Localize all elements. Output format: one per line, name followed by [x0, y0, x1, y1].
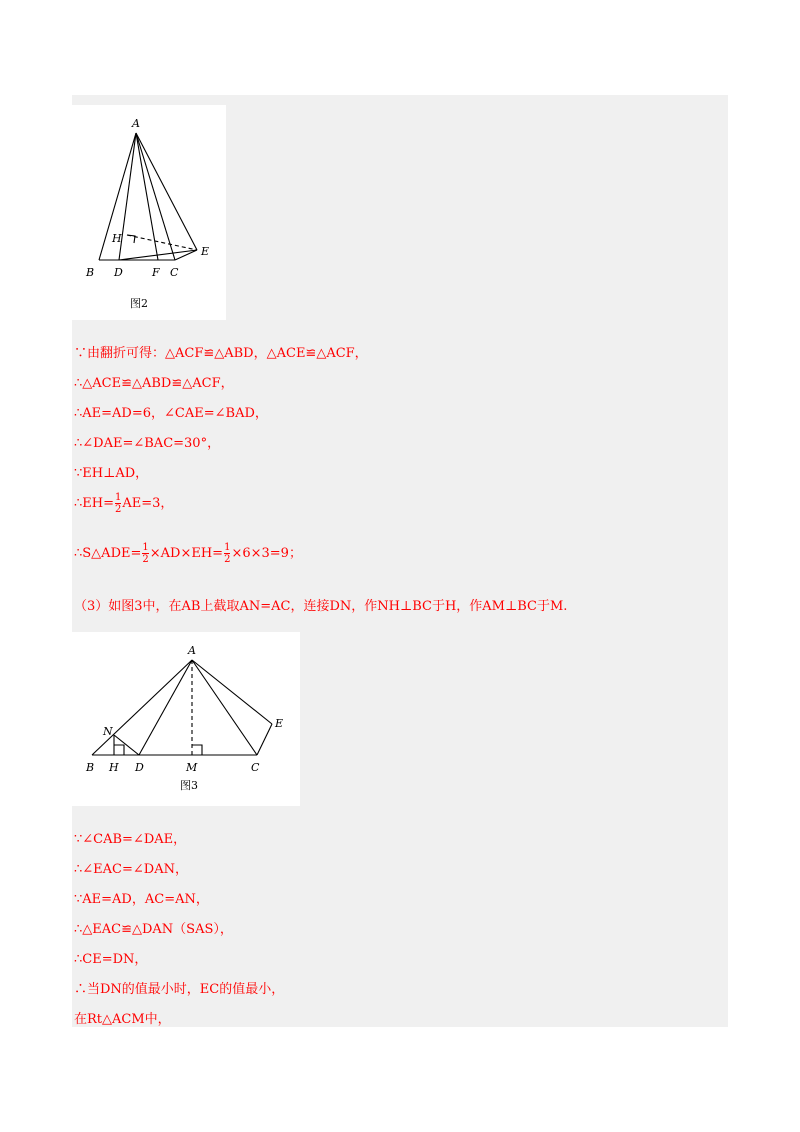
solution-line: 在Rt△ACM中，: [74, 1012, 171, 1027]
label-c: C: [251, 761, 260, 774]
label-d: D: [114, 266, 123, 279]
figure-2-diagram: [72, 105, 226, 320]
solution-line: ∵AE=AD，AC=AN，: [74, 892, 209, 907]
solution-line: ∴△ACE≌△ABD≌△ACF，: [74, 376, 234, 391]
eh-equation: [74, 492, 173, 515]
solution-line: ∴CE=DN，: [74, 952, 148, 967]
area-suffix: ×6×3=9；: [231, 546, 302, 561]
solution-line: ∴∠DAE=∠BAC=30°，: [74, 436, 221, 451]
label-h: H: [109, 761, 119, 774]
figure-2: [72, 105, 226, 320]
label-e: E: [201, 245, 210, 258]
label-f: F: [152, 266, 160, 279]
part3-intro: （3）如图3中，在AB上截取AN=AC，连接DN，作NH⊥BC于H，作AM⊥BC于M.: [74, 599, 568, 614]
figure-2-caption: 图2: [130, 297, 148, 310]
eh-prefix: ∴EH=: [74, 496, 114, 511]
solution-line: ∴∠EAC=∠DAN，: [74, 862, 188, 877]
area-prefix: ∴S△ADE=: [74, 546, 142, 561]
solution-line: ∴△EAC≌△DAN（SAS），: [74, 922, 233, 937]
area-mid: ×AD×EH=: [149, 546, 224, 561]
label-d: D: [135, 761, 144, 774]
figure-3-diagram: [72, 632, 300, 806]
label-a: A: [188, 644, 196, 657]
label-b: B: [86, 761, 95, 774]
solution-line: ∴AE=AD=6，∠CAE=∠BAD，: [74, 406, 268, 421]
fraction-half: $\frac{1}{2}$: [142, 542, 149, 565]
label-c: C: [170, 266, 179, 279]
label-a: A: [132, 117, 140, 130]
figure-3: [72, 632, 300, 806]
solution-line: ∵∠CAB=∠DAE，: [74, 832, 187, 847]
label-n: N: [103, 725, 113, 738]
solution-panel: [72, 95, 728, 1027]
fraction-half: $\frac{1}{2}$: [224, 542, 231, 565]
label-b: B: [86, 266, 95, 279]
figure-3-caption: 图3: [180, 779, 198, 792]
solution-line: ∵由翻折可得：△ACF≌△ABD，△ACE≌△ACF，: [74, 346, 368, 361]
fraction-half: $\frac{1}{2}$: [115, 492, 122, 515]
label-h: H: [112, 232, 122, 245]
area-equation: [74, 542, 302, 565]
solution-line: ∴当DN的值最小时，EC的值最小，: [74, 982, 285, 997]
eh-suffix: AE=3，: [122, 496, 174, 511]
label-e: E: [275, 717, 284, 730]
solution-line: ∵EH⊥AD，: [74, 466, 149, 481]
label-m: M: [186, 761, 198, 774]
